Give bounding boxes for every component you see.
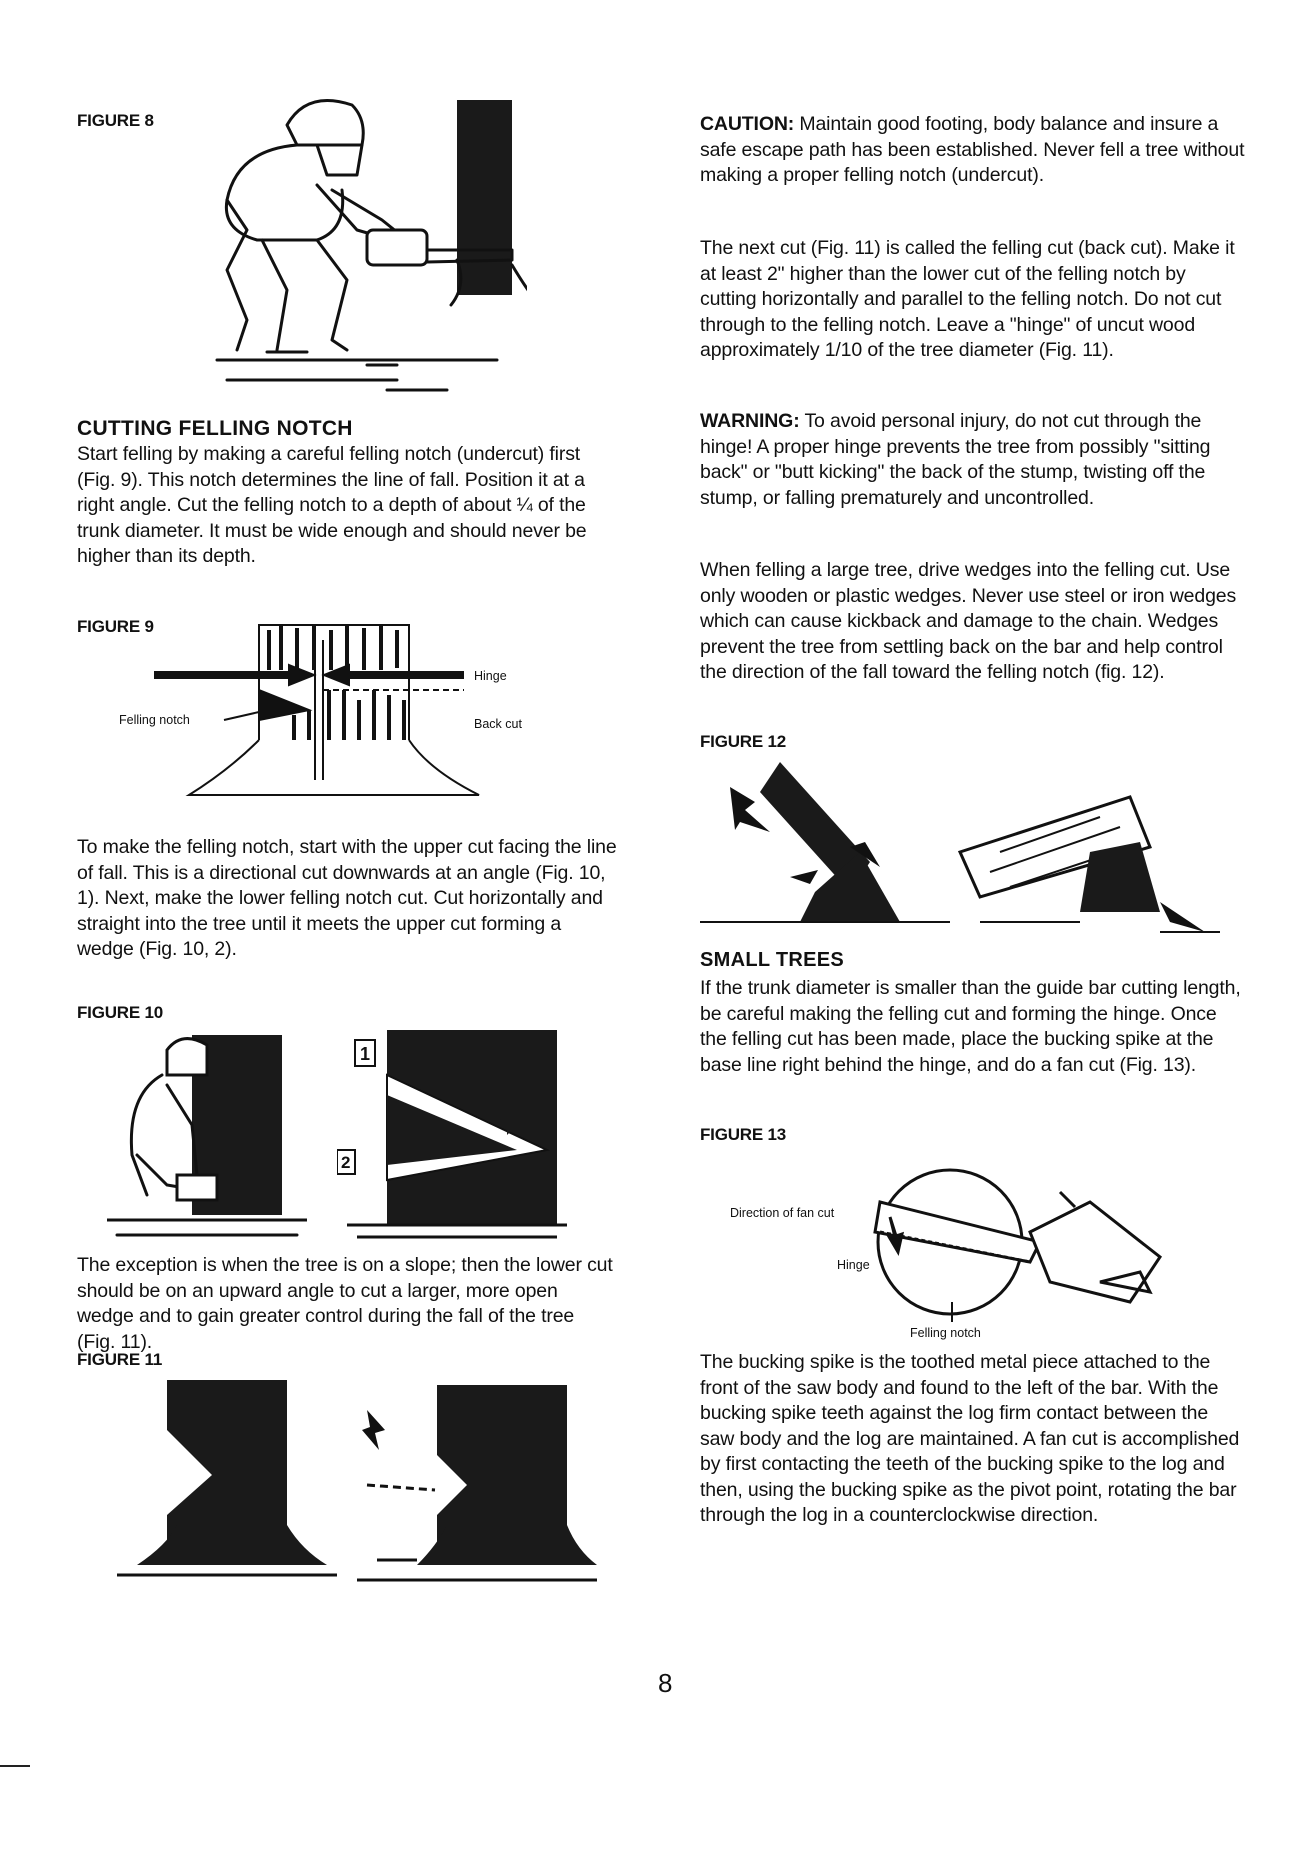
notch-paragraph: Start felling by making a careful felling notch (undercut) first (Fig. 9). This notch determines the line of fall. Position it at a right angle. Cut the felling notch to a depth of about ¼ of the trunk diameter. It must be wide enough and should never be higher than its depth. (77, 443, 587, 567)
caution-label: CAUTION: (700, 113, 795, 135)
figure-10-right-illustration (337, 1025, 577, 1245)
figure-10-label: FIGURE 10 (77, 1003, 164, 1022)
figure-9-label: FIGURE 9 (77, 617, 154, 636)
figure-8-illustration (167, 90, 527, 400)
caution-text: Maintain good footing, body balance and insure a safe escape path has been established. Never fell a tree without making a proper felling notch (undercut). (700, 113, 1245, 186)
warning-text: To avoid personal injury, do not cut through the hinge! A proper hinge prevents the tree from possibly "sitting back" or "butt kicking" the back of the stump, twisting off the stump, or falling prematurely and uncontrolled. (700, 410, 1211, 509)
figure-12-label: FIGURE 12 (700, 732, 787, 751)
figure-13-label: FIGURE 13 (700, 1125, 787, 1144)
fig13-hinge-label: Hinge (837, 1258, 870, 1272)
fig13-direction-label: Direction of fan cut (730, 1206, 835, 1220)
small-trees-paragraph: If the trunk diameter is smaller than the guide bar cutting length, be careful making the felling cut and forming the hinge. Once the felling cut has been made, place the bucking spike at the base line right behind the hinge, and do a fan cut (Fig. 13). (700, 977, 1241, 1076)
wedges-paragraph: When felling a large tree, drive wedges into the felling cut. Use only wooden or plastic wedges. Never use steel or iron wedges which can cause kickback and damage to the chain. Wedges prevent the tree from settling back on the bar and help control the direction of the fall toward the felling notch (fig. 12). (700, 559, 1237, 683)
notch-heading: CUTTING FELLING NOTCH (77, 417, 353, 440)
caution-paragraph (700, 112, 1245, 189)
fig10-mark-1: 1 (360, 1044, 371, 1064)
page-number: 8 (658, 1668, 673, 1698)
small-trees-heading: SMALL TREES (700, 949, 845, 971)
slope-paragraph: The exception is when the tree is on a slope; then the lower cut should be on an upward angle to cut a larger, more open wedge and to gain greater control during the fall of the tree (Fig. 11). (77, 1254, 613, 1353)
warning-label: WARNING: (700, 410, 800, 432)
warning-paragraph (700, 409, 1245, 511)
figure-11-label: FIGURE 11 (77, 1350, 163, 1369)
figure-13-illustration (730, 1162, 1190, 1362)
figure-9-illustration (119, 620, 539, 810)
upper-cut-paragraph: To make the felling notch, start with the upper cut facing the line of fall. This is a directional cut downwards at an angle (Fig. 10, 1). Next, make the lower felling notch cut. Cut horizontally and straight into the tree until it meets the upper cut forming a wedge (Fig. 10, 2). (77, 836, 617, 960)
next-cut-paragraph: The next cut (Fig. 11) is called the felling cut (back cut). Make it at least 2" higher than the lower cut of the felling notch by cutting horizontally and parallel to the felling notch. Do not cut through to the felling notch. Leave a "hinge" of uncut wood approximately 1/10 of the tree diameter (Fig. 11). (700, 237, 1235, 361)
edge-mark (0, 1765, 30, 1767)
bucking-spike-paragraph: The bucking spike is the toothed metal piece attached to the front of the saw body and found to the left of the bar. With the bucking spike teeth against the log firm contact between the saw body and the log are maintained. A fan cut is accomplished by first contacting the teeth of the bucking spike to the log and then, using the bucking spike as the pivot point, rotating the bar through the log in a counterclockwise direction. (700, 1351, 1240, 1526)
fig13-felling-notch-label: Felling notch (910, 1326, 981, 1340)
figure-12-illustration (700, 752, 1240, 942)
fig10-mark-2: 2 (341, 1153, 351, 1172)
fig9-hinge-label: Hinge (474, 669, 507, 683)
figure-11-illustration (117, 1375, 607, 1590)
fig9-back-cut-label: Back cut (474, 717, 522, 731)
figure-10-left-illustration (107, 1025, 307, 1245)
fig9-felling-notch-label: Felling notch (119, 713, 190, 727)
figure-8-label: FIGURE 8 (77, 111, 154, 130)
